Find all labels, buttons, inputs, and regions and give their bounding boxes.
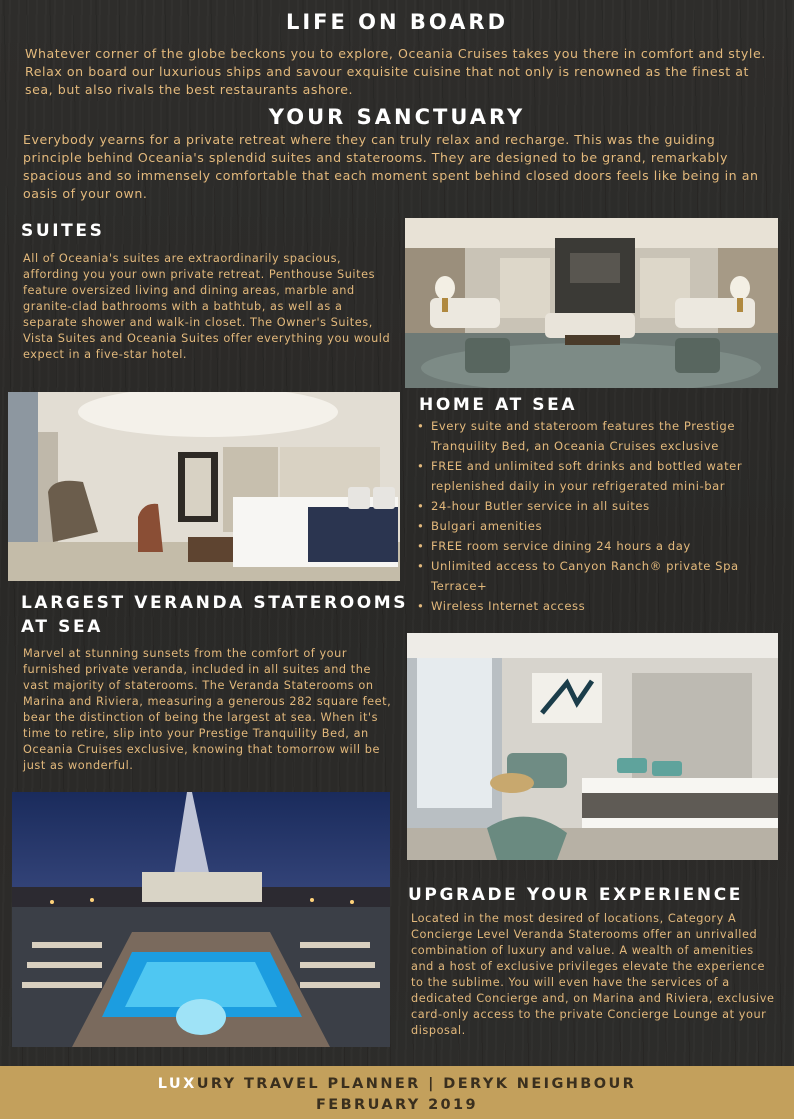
- amenity-item: • Every suite and stateroom features the Prestige Tranquility Bed, an Oceania Cruises exclusive: [431, 416, 793, 456]
- veranda-stateroom-photo: [407, 633, 778, 860]
- intro-paragraph: Whatever corner of the globe beckons you to explore, Oceania Cruises takes you there in comfort and style. Relax on board our luxurious ships and savour exquisite cuisine that not only is renowned as the finest at sea, but also rivals the best restaurants ashore.: [25, 46, 766, 97]
- amenity-item: • Unlimited access to Canyon Ranch® private Spa Terrace+: [431, 556, 793, 596]
- sanctuary-paragraph: Everybody yearns for a private retreat where they can truly relax and recharge. This was the guiding principle behind Oceania's splendid suites and staterooms. They are designed to be grand, remarkably spacious and so immensely comfortable that each moment spent behind closed doors feels like being in an oasis of your own.: [23, 132, 759, 201]
- page-title: LIFE ON BOARD: [285, 10, 509, 34]
- footer-brand-rest: URY TRAVEL PLANNER | DERYK NEIGHBOUR: [196, 1076, 637, 1092]
- veranda-heading: LARGEST VERANDA STATEROOMS AT SEA: [21, 593, 409, 637]
- amenities-list: [407, 416, 793, 616]
- amenity-item: • 24-hour Butler service in all suites: [431, 496, 793, 516]
- suites-heading: SUITES: [21, 221, 105, 241]
- amenity-item: • Bulgari amenities: [431, 516, 793, 536]
- suites-paragraph: All of Oceania's suites are extraordinarily spacious, affording you your own private retreat. Penthouse Suites feature oversized living and dining areas, marble and granite-clad bathrooms with a bathtub, as well as a separate shower and walk-in closet. The Owner's Suites, Vista Suites and Oceania Suites offer everything you would expect in a five-star hotel.: [23, 252, 391, 361]
- upgrade-paragraph: Located in the most desired of locations, Category A Concierge Level Veranda Staterooms offer an unrivalled combination of luxury and value. A wealth of amenities and a host of exclusive privileges elevate the experience to the sublime. You will even have the services of a dedicated Concierge and, on Marina and Riviera, exclusive card-only access to the private Concierge Lounge at your disposal.: [411, 912, 775, 1037]
- amenity-item: • Wireless Internet access: [431, 596, 793, 616]
- pool-deck-photo: [12, 792, 390, 1047]
- amenity-item: • FREE room service dining 24 hours a day: [431, 536, 793, 556]
- suite-bedroom-photo: [8, 392, 400, 581]
- home-at-sea-heading: HOME AT SEA: [419, 395, 578, 415]
- footer-band: [0, 1066, 794, 1119]
- upgrade-heading: UPGRADE YOUR EXPERIENCE: [408, 885, 744, 905]
- footer-lux: LUX: [157, 1076, 197, 1092]
- veranda-paragraph: Marvel at stunning sunsets from the comfort of your furnished private veranda, included in all suites and the vast majority of staterooms. The Veranda Staterooms on Marina and Riviera, measuring a generous 282 square feet, bear the distinction of being the largest at sea. When it's time to retire, slip into your Prestige Tranquility Bed, an Oceania Cruises exclusive, knowing that tomorrow will be just as wonderful.: [23, 647, 392, 772]
- suite-living-room-photo: [405, 218, 778, 388]
- footer-date: FEBRUARY 2019: [315, 1097, 479, 1113]
- sanctuary-heading: YOUR SANCTUARY: [268, 105, 526, 129]
- amenity-item: • FREE and unlimited soft drinks and bottled water replenished daily in your refrigerated mini-bar: [431, 456, 793, 496]
- footer-brand-line: [0, 1076, 794, 1092]
